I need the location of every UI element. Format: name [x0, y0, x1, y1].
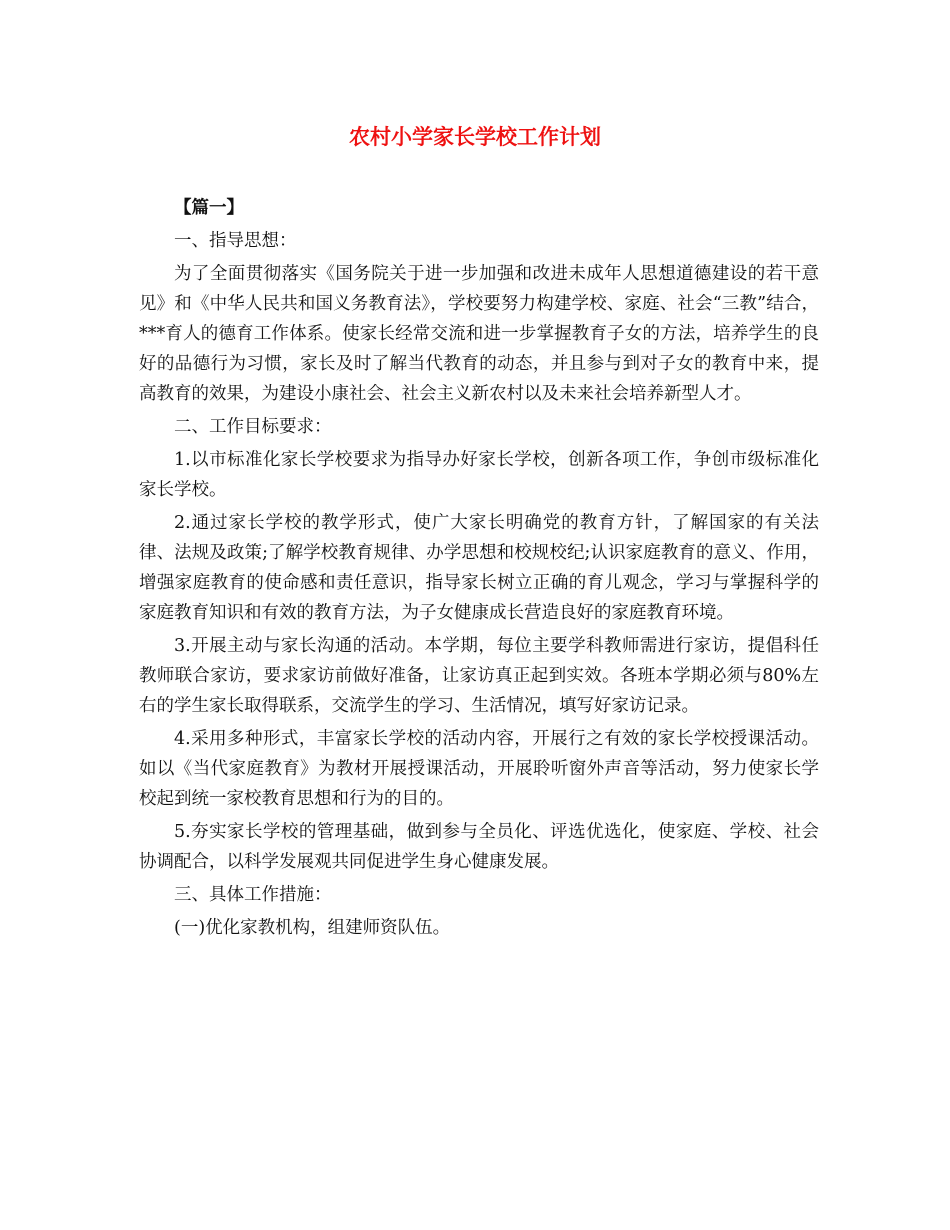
heading-guiding-ideology: 一、指导思想：: [174, 231, 297, 251]
document-title: 农村小学家长学校工作计划: [349, 125, 601, 149]
goal-item-4: 4.采用多种形式，丰富家长学校的活动内容，开展行之有效的家长学校授课活动。如以《当代家庭教育》为教材开展授课活动，开展聆听窗外声音等活动，努力使家长学校起到统一家校教育思想和行为的目的。: [139, 729, 819, 809]
paragraph-guiding-ideology: 为了全面贯彻落实《国务院关于进一步加强和改进未成年人思想道德建设的若干意见》和《中华人民共和国义务教育法》，学校要努力构建学校、家庭、社会“三教”结合，***育人的德育工作体系。使家长经常交流和进一步掌握教育子女的方法，培养学生的良好的品德行为习惯，家长及时了解当代教育的动态，并且参与到对子女的教育中来，提高教育的效果，为建设小康社会、社会主义新农村以及未来社会培养新型人才。: [139, 264, 819, 404]
measure-item-1: (一)优化家教机构，组建师资队伍。: [174, 918, 451, 938]
heading-work-goals: 二、工作目标要求：: [174, 417, 332, 437]
section-label-part-one: 【篇一】: [174, 198, 244, 218]
goal-item-3: 3.开展主动与家长沟通的活动。本学期，每位主要学科教师需进行家访，提倡科任教师联合家访，要求家访前做好准备，让家访真正起到实效。各班本学期必须与80%左右的学生家长取得联系，交流学生的学习、生活情况，填写好家访记录。: [139, 636, 819, 716]
goal-item-2: 2.通过家长学校的教学形式，使广大家长明确党的教育方针，了解国家的有关法律、法规及政策;了解学校教育规律、办学思想和校规校纪;认识家庭教育的意义、作用，增强家庭教育的使命感和责任意识，指导家长树立正确的育儿观念，学习与掌握科学的家庭教育知识和有效的教育方法，为子女健康成长营造良好的家庭教育环境。: [139, 513, 819, 623]
goal-item-1: 1.以市标准化家长学校要求为指导办好家长学校，创新各项工作，争创市级标准化家长学校。: [139, 450, 819, 500]
goal-item-5: 5.夯实家长学校的管理基础，做到参与全员化、评选优选化，使家庭、学校、社会协调配合，以科学发展观共同促进学生身心健康发展。: [139, 822, 819, 872]
heading-work-measures: 三、具体工作措施：: [174, 885, 332, 905]
document-body: [139, 193, 819, 943]
